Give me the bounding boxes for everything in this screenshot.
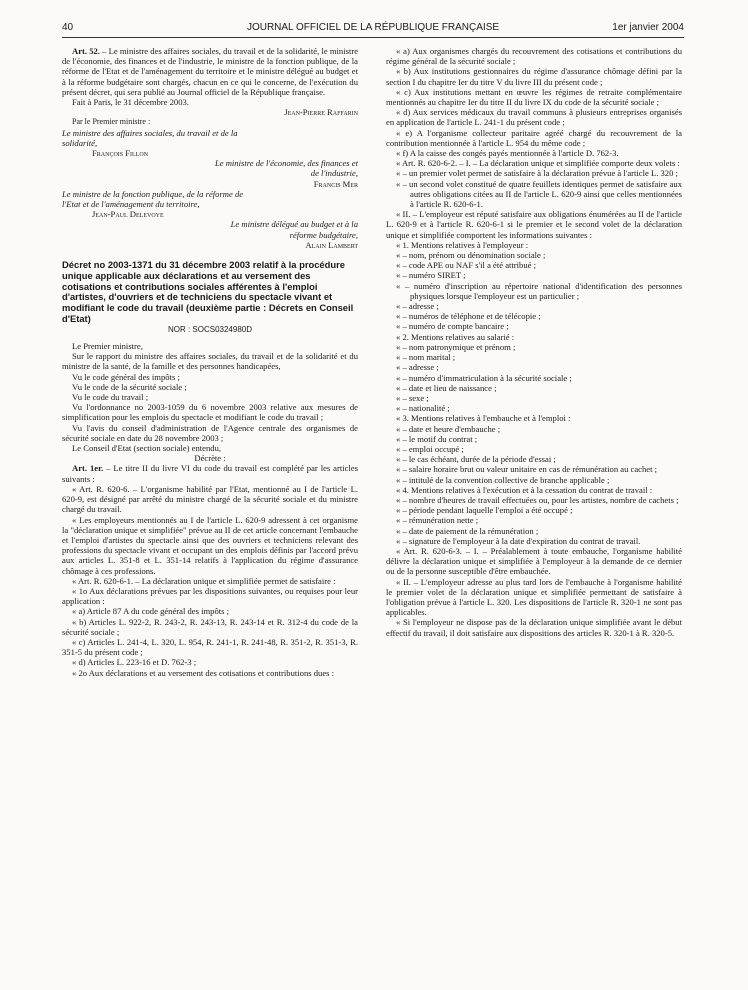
list-item: « – signature de l'employeur à la date d'expiration du contrat de travail. xyxy=(396,535,641,546)
list-item: « – sexe ; xyxy=(396,392,429,403)
list-item: « – le motif du contrat ; xyxy=(396,433,478,444)
list-item: « – salaire horaire brut ou valeur unitaire en cas de rémunération au cachet ; xyxy=(396,464,658,475)
article-1-text: – Le titre II du livre VI du code du travail est complété par les articles suivants : xyxy=(62,463,358,484)
body-paragraph: « Art. R. 620-6-2. – I. – La déclaration unique et simplifiée comporte deux volets : xyxy=(396,158,680,169)
visa-paragraph: Sur le rapport du ministre des affaires sociales, du travail et de la solidarité et du ministre de la santé, de la famille et des personnes handicapées, xyxy=(62,351,358,372)
signature-fillon: François Fillon xyxy=(92,148,149,159)
signature-delevoye: Jean-Paul Delevoye xyxy=(92,209,164,220)
fait-a-paris: Fait à Paris, le 31 décembre 2003. xyxy=(72,97,189,108)
list-item: « – numéros de téléphone et de télécopie ; xyxy=(396,311,541,322)
body-paragraph: « c) Aux institutions mettant en œuvre les régimes de retraite complémentaire mentionnés au chapitre Ier du titre II du livre IX du code de la sécurité sociale ; xyxy=(386,86,682,108)
section-heading: « 2. Mentions relatives au salarié : xyxy=(396,331,515,342)
visa-paragraph: Vu l'avis du conseil d'administration de l'Agence centrale des organismes de sécurité sociale en date du 28 novembre 2003 ; xyxy=(62,422,358,443)
body-paragraph: « Les employeurs mentionnés au I de l'article L. 620-9 adressent à cet organisme la "déclaration unique et simplifiée" prévue au II de cet article concernant l'embauche et l'emploi d'artistes du spectacle ainsi que des ouvriers et techniciens relevant des professions du spectacle vivant et occupant un des emplois définis par l'accord prévu aux articles L. 351-8 et L. 351-14 relatifs à l'application du régime d'assurance chômage à ces professions. xyxy=(62,514,358,576)
list-item: « – nombre d'heures de travail effectuées ou, pour les artistes, nombre de cachets ; xyxy=(396,494,679,505)
article-1 xyxy=(62,463,358,483)
visa-paragraph: Le Conseil d'Etat (section sociale) entendu, xyxy=(72,443,222,454)
list-item: « – date de paiement de la rémunération ; xyxy=(396,525,539,536)
visa-paragraph: Vu l'ordonnance no 2003-1059 du 6 novembre 2003 relative aux mesures de simplification pour les emplois du spectacle et modifiant le code du travail ; xyxy=(62,402,358,423)
list-item: « – numéro SIRET ; xyxy=(396,270,466,281)
body-paragraph: « b) Aux institutions gestionnaires du régime d'assurance chômage défini par la section I du chapitre Ier du titre V du livre III du présent code ; xyxy=(386,66,682,87)
visa-paragraph: Vu le code de la sécurité sociale ; xyxy=(72,381,187,392)
list-item: « – numéro d'inscription au répertoire national d'identification des personnes physiques lorsque l'employeur est un particulier ; xyxy=(396,280,682,301)
list-item: « – le cas échéant, durée de la période d'essai ; xyxy=(396,454,556,465)
body-paragraph: « c) Articles L. 241-4, L. 320, L. 954, R. 241-1, R. 241-48, R. 351-2, R. 351-3, R. 351-5 du présent code ; xyxy=(62,636,358,658)
body-paragraph: « d) Aux services médicaux du travail communs à plusieurs entreprises organisés en application de l'article L. 241-1 du présent code ; xyxy=(386,107,682,128)
visa-paragraph: Vu le code du travail ; xyxy=(72,392,149,403)
volet-item: « – un premier volet permet de satisfaire à la déclaration prévue à l'article L. 320 ; xyxy=(396,168,678,179)
decrete: Décrète : xyxy=(194,453,226,464)
page-header xyxy=(62,22,684,36)
page-number: 40 xyxy=(62,22,74,33)
signature-mer: Francis Mer xyxy=(313,178,358,189)
volet-item: « – un second volet constitué de quatre feuillets identiques permet de satisfaire aux autres obligations citées au II de l'article L. 620-9 ainsi que celles mentionnées à l'article R. 620-6-1. xyxy=(396,178,682,210)
body-paragraph: « Art. R. 620-6-1. – La déclaration unique et simplifiée permet de satisfaire : xyxy=(72,575,336,586)
list-item: « – rémunération nette ; xyxy=(396,515,479,526)
list-item: « – nationalité ; xyxy=(396,403,450,414)
body-paragraph: « II. – L'employeur adresse au plus tard lors de l'embauche à l'organisme habilité le premier volet de la déclaration unique et simplifiée permettant de satisfaire à l'obligation prévue à l'article L. 320. Les dispositions de l'article R. 320-1 ne sont pas applicables. xyxy=(386,576,682,618)
role-fonction-publique: Le ministre de la fonction publique, de la réforme de l'Etat et de l'aménagement du territoire, xyxy=(62,188,244,210)
list-item: « – période pendant laquelle l'emploi a été occupé ; xyxy=(396,505,573,516)
body-paragraph: « d) Articles L. 223-16 et D. 762-3 ; xyxy=(72,657,197,668)
role-affaires-sociales: Le ministre des affaires sociales, du travail et de la solidarité, xyxy=(62,127,238,148)
nor-reference: NOR : SOCS0324980D xyxy=(167,324,253,334)
list-item: « – date et lieu de naissance ; xyxy=(396,382,497,393)
role-economie: Le ministre de l'économie, des finances et de l'industrie, xyxy=(214,158,358,179)
list-item: « – intitulé de la convention collective de branche applicable ; xyxy=(396,474,610,485)
body-paragraph: « Art. R. 620-6. – L'organisme habilité par l'Etat, mentionné au I de l'article L. 620-9, est désigné par arrêté du ministre chargé de la sécurité sociale et du ministre chargé du travail. xyxy=(62,483,358,515)
article-52-text: – Le ministre des affaires sociales, du travail et de la solidarité, le ministre de l'économie, des finances et de l'industrie, le ministre de la fonction publique, de la réforme de l'Etat et de l'aménagement du territoire et le ministre délégué au budget et à la réforme budgétaire sont chargés, chacun en ce qui le concerne, de l'exécution du présent décret, qui sera publié au Journal officiel de la République française. xyxy=(62,46,359,97)
section-heading: « 4. Mentions relatives à l'exécution et à la cessation du contrat de travail : xyxy=(396,484,653,495)
left-column xyxy=(62,46,358,678)
body-paragraph: « 2o Aux déclarations et au versement des cotisations et contributions dues : xyxy=(72,667,335,678)
body-paragraph: « a) Article 87 A du code général des impôts ; xyxy=(72,606,230,617)
list-item: « – code APE ou NAF s'il a été attribué ; xyxy=(396,260,536,271)
section-heading: « 1. Mentions relatives à l'employeur : xyxy=(396,239,529,250)
body-paragraph: « e) A l'organisme collecteur paritaire agréé chargé du recouvrement de la contribution mentionnée à l'article L. 954 du même code ; xyxy=(386,127,682,148)
role-budget: Le ministre délégué au budget et à la réforme budgétaire, xyxy=(230,219,358,240)
article-52 xyxy=(62,46,358,97)
section-heading: « 3. Mentions relatives à l'embauche et à l'emploi : xyxy=(396,413,571,424)
right-column xyxy=(386,46,682,638)
list-item: « – nom, prénom ou dénomination sociale ; xyxy=(396,250,546,261)
list-item: « – nom marital ; xyxy=(396,352,456,363)
body-paragraph: « Art. R. 620-6-3. – I. – Préalablement à toute embauche, l'organisme habilité délivre la déclaration unique et simplifiée à l'employeur à la demande de ce dernier ou de la personne susceptible d'être embauchée. xyxy=(386,545,682,577)
list-item: « – nom patronymique et prénom ; xyxy=(396,341,516,352)
list-item: « – date et heure d'embauche ; xyxy=(396,423,501,434)
list-item: « – emploi occupé ; xyxy=(396,443,464,454)
visa-paragraph: Le Premier ministre, xyxy=(72,341,143,352)
body-paragraph: « 1o Aux déclarations prévues par les dispositions suivantes, ou requises pour leur application : xyxy=(62,585,358,607)
body-paragraph: « f) A la caisse des congés payés mentionnée à l'article D. 762-3. xyxy=(396,148,619,159)
header-rule xyxy=(62,37,684,38)
body-paragraph: « a) Aux organismes chargés du recouvrement des cotisations et contributions du régime général de la sécurité sociale ; xyxy=(386,46,682,67)
body-paragraph: « II. – L'employeur est réputé satisfaire aux obligations énumérées au II de l'article L. 620-9 et à l'article R. 620-6-1 si le premier et le second volet de la déclaration unique et simplifiée comportent les informations suivantes : xyxy=(386,209,682,240)
list-item: « – adresse ; xyxy=(396,301,439,312)
article-1-label: Art. 1er. xyxy=(72,463,104,474)
list-item: « – numéro de compte bancaire ; xyxy=(396,321,509,332)
list-item: « – adresse ; xyxy=(396,362,439,373)
article-52-label: Art. 52. xyxy=(72,46,100,56)
visa-paragraph: Vu le code général des impôts ; xyxy=(72,371,180,382)
body-paragraph: « Si l'employeur ne dispose pas de la déclaration unique simplifiée avant le début effectif du travail, il doit satisfaire aux dispositions des articles R. 320-1 à R. 320-5. xyxy=(386,617,682,638)
list-item: « – numéro d'immatriculation à la sécurité sociale ; xyxy=(396,372,572,383)
body-paragraph: « b) Articles L. 922-2, R. 243-2, R. 243-13, R. 243-14 et R. 312-4 du code de la sécurité sociale ; xyxy=(62,616,358,637)
par-premier-ministre: Par le Premier ministre : xyxy=(72,117,151,127)
journal-title: JOURNAL OFFICIEL DE LA RÉPUBLIQUE FRANÇAISE xyxy=(246,22,500,33)
signature-lambert: Alain Lambert xyxy=(305,239,358,250)
decree-title: Décret no 2003-1371 du 31 décembre 2003 relatif à la procédure unique applicable aux déclarations et au versement des cotisations et contributions sociales afférentes à l'emploi d'artistes, d'ouvriers et de techniciens du spectacle vivant et modifiant le code du travail (deuxième partie : Décrets en Conseil d'Etat) xyxy=(62,259,354,325)
issue-date: 1er janvier 2004 xyxy=(612,22,684,33)
signature-raffarin: Jean-Pierre Raffarin xyxy=(284,107,358,118)
